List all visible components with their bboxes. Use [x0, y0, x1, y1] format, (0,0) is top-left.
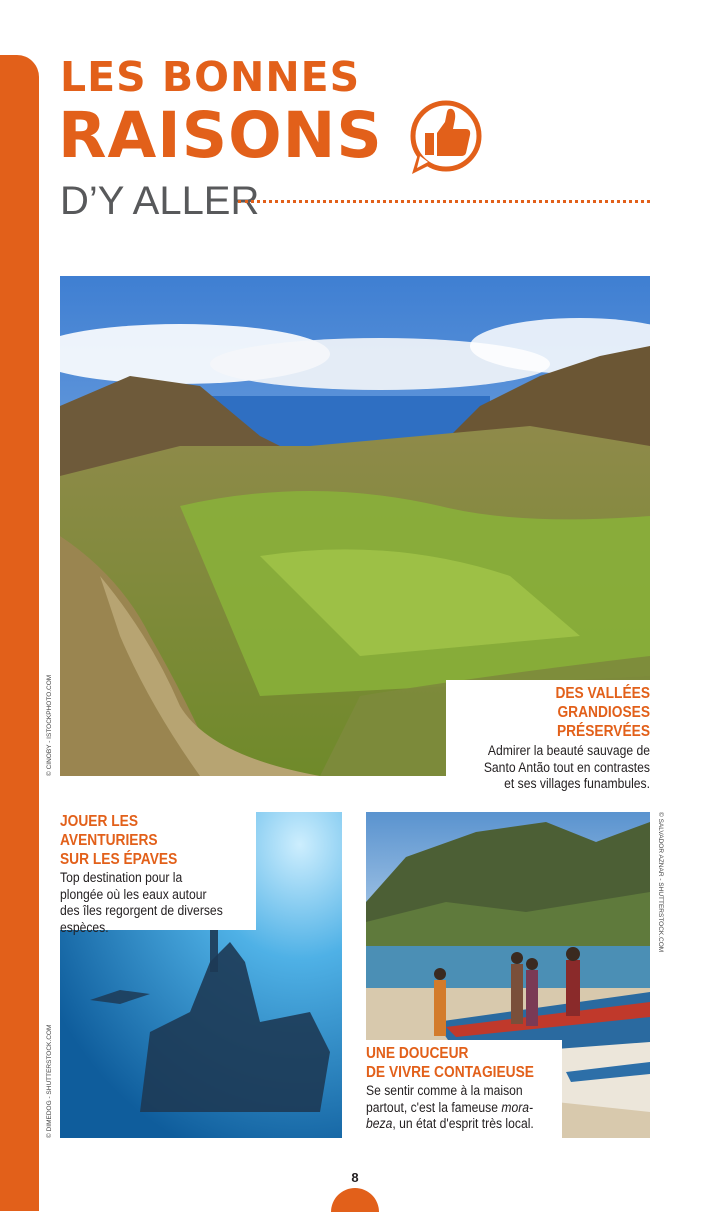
title-dotted-rule	[238, 200, 650, 203]
thumbs-up-icon	[406, 98, 486, 178]
caption-text	[366, 1100, 542, 1117]
caption-text: Se sentir comme à la maison	[366, 1083, 523, 1098]
caption-text: Top destination pour la	[60, 870, 183, 885]
caption-title: SUR LES ÉPAVES	[60, 851, 178, 868]
caption-text: et ses villages funambules.	[504, 776, 650, 791]
title-line-1: LES BONNES	[60, 53, 361, 101]
caption-text-part: , un état d'esprit très local.	[392, 1116, 534, 1131]
caption-text: plongée où les eaux autour	[60, 886, 207, 902]
caption-title: DE VIVRE CONTAGIEUSE	[366, 1064, 534, 1081]
caption-lifestyle	[366, 1040, 562, 1138]
caption-title: UNE DOUCEUR	[366, 1045, 469, 1062]
caption-text-part: partout, c'est la fameuse	[366, 1099, 502, 1115]
caption-text-italic: mora-	[501, 1099, 534, 1115]
side-bar	[0, 55, 39, 1211]
caption-valleys	[446, 680, 650, 791]
photo-credit: © DIMEDOG - SHUTTERSTOCK.COM	[46, 1024, 53, 1138]
photo-credit: © CINOBY - ISTOCKPHOTO.COM	[46, 674, 53, 776]
page-tab	[331, 1188, 379, 1212]
title-line-3: D’Y ALLER	[60, 179, 260, 223]
caption-wrecks	[60, 812, 256, 935]
caption-text: espèces.	[60, 919, 109, 935]
caption-text: Santo Antão tout en contrastes	[483, 759, 650, 775]
caption-text: Admirer la beauté sauvage de	[487, 743, 650, 758]
caption-text	[366, 1116, 542, 1133]
photo-credit: © SALVADOR AZNAR - SHUTTERSTOCK.COM	[657, 812, 664, 953]
title-line-2: RAISONS	[58, 99, 383, 172]
page-number: 8	[351, 1170, 359, 1185]
caption-title: JOUER LES AVENTURIERS	[60, 813, 158, 849]
caption-text: des îles regorgent de diverses	[60, 903, 223, 918]
caption-title: GRANDIOSES PRÉSERVÉES	[556, 704, 650, 740]
caption-title: DES VALLÉES	[555, 685, 650, 702]
caption-text-italic: beza	[366, 1116, 393, 1131]
